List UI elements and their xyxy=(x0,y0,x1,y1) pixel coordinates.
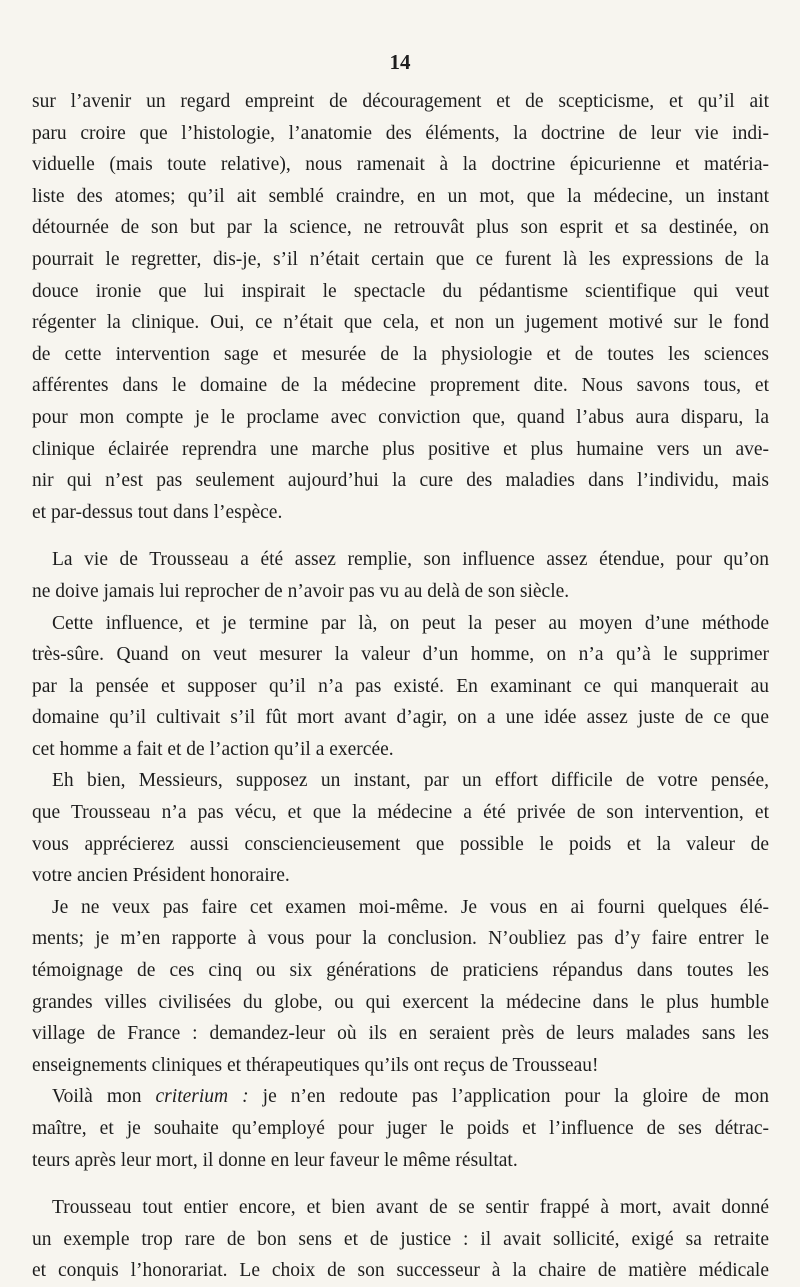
text-line: teurs après leur mort, il donne en leur faveur le même résultat. xyxy=(32,1149,518,1171)
text-line: nir qui n’est pas seulement aujourd’hui la cure des maladies dans l’individu, mais xyxy=(32,470,769,492)
text-line: régenter la clinique. Oui, ce n’était que cela, et non un jugement motivé sur le fond xyxy=(32,312,769,334)
text-line: que Trousseau n’a pas vécu, et que la médecine a été privée de son intervention, et xyxy=(32,802,769,824)
paragraph-6 xyxy=(32,1081,769,1176)
text-line: douce ironie que lui inspirait le spectacle du pédantisme scientifique qui veut xyxy=(32,280,769,302)
text-line: cet homme a fait et de l’action qu’il a exercée. xyxy=(32,738,394,760)
text-line: ne doive jamais lui reprocher de n’avoir pas vu au delà de son siècle. xyxy=(32,580,570,602)
text-line: témoignage de ces cinq ou six générations de praticiens répandus dans toutes les xyxy=(32,960,769,982)
text-line: de cette intervention sage et mesurée de la physiologie et de toutes les sciences xyxy=(32,343,769,365)
paragraph-2 xyxy=(32,544,769,607)
text-line: un exemple trop rare de bon sens et de justice : il avait sollicité, exigé sa retraite xyxy=(32,1228,769,1250)
text-line: Je ne veux pas faire cet examen moi-même. Je vous en ai fourni quelques élé- xyxy=(52,896,769,918)
text-line: enseignements cliniques et thérapeutiques qu’ils ont reçus de Trousseau! xyxy=(32,1054,599,1076)
text-line: viduelle (mais toute relative), nous ramenait à la doctrine épicurienne et matéria- xyxy=(32,154,769,176)
text-run: je n’en redoute pas l’application pour la gloire de mon xyxy=(248,1086,769,1108)
text-line: maître, et je souhaite qu’employé pour juger le poids et l’influence de ses détrac- xyxy=(32,1118,769,1139)
text-line: domaine qu’il cultivait s’il fût mort avant d’agir, on a une idée assez juste de ce que xyxy=(32,707,769,729)
text-run: Voilà mon xyxy=(52,1086,156,1108)
text-line: sur l’avenir un regard empreint de découragement et de scepticisme, et qu’il ait xyxy=(32,91,769,112)
text-line: votre ancien Président honoraire. xyxy=(32,865,290,887)
text-line: clinique éclairée reprendra une marche plus positive et plus humaine vers un ave- xyxy=(32,438,769,460)
italic-term: criterium : xyxy=(155,1086,249,1108)
text-line: et par-dessus tout dans l’espèce. xyxy=(32,501,283,523)
text-line: pourrait le regretter, dis-je, s’il n’était certain que ce furent là les expressions de la xyxy=(32,248,769,270)
text-line: par la pensée et supposer qu’il n’a pas existé. En examinant ce qui manquerait au xyxy=(32,675,769,697)
text-line: pour mon compte je le proclame avec conviction que, quand l’abus aura disparu, la xyxy=(32,406,769,428)
text-line xyxy=(32,1081,769,1113)
text-line: très-sûre. Quand on veut mesurer la valeur d’un homme, on n’a qu’à le supprimer xyxy=(32,644,769,666)
text-line: Eh bien, Messieurs, supposez un instant, par un effort difficile de votre pensée, xyxy=(52,770,769,792)
paragraph-7 xyxy=(32,1192,769,1287)
text-line: et conquis l’honorariat. Le choix de son successeur à la chaire de matière médicale xyxy=(32,1260,769,1282)
paragraph-5 xyxy=(32,892,769,1082)
text-line: La vie de Trousseau a été assez remplie, son influence assez étendue, pour qu’on xyxy=(52,549,769,571)
text-line: paru croire que l’histologie, l’anatomie des éléments, la doctrine de leur vie indi- xyxy=(32,122,769,144)
text-line: village de France : demandez-leur où ils en seraient près de leurs malades sans les xyxy=(32,1023,769,1045)
paragraph-4 xyxy=(32,765,769,891)
text-line: afférentes dans le domaine de la médecine proprement dite. Nous savons tous, et xyxy=(32,375,769,397)
text-line: Cette influence, et je termine par là, on peut la peser au moyen d’une méthode xyxy=(52,612,769,634)
paragraph-1 xyxy=(32,86,769,528)
text-line: détournée de son but par la science, ne retrouvât plus son esprit et sa destinée, on xyxy=(32,217,769,239)
text-line: grandes villes civilisées du globe, ou qui exercent la médecine dans le plus humble xyxy=(32,991,769,1013)
paragraph-3 xyxy=(32,608,769,766)
text-line: liste des atomes; qu’il ait semblé craindre, en un mot, que la médecine, un instant xyxy=(32,185,769,207)
text-line: Trousseau tout entier encore, et bien avant de se sentir frappé à mort, avait donné xyxy=(52,1197,769,1219)
page-number: 14 xyxy=(389,50,411,74)
text-line: ments; je m’en rapporte à vous pour la conclusion. N’oubliez pas d’y faire entrer le xyxy=(32,928,769,950)
text-line: vous apprécierez aussi consciencieusement que possible le poids et la valeur de xyxy=(32,833,769,855)
body-text xyxy=(32,86,769,1287)
